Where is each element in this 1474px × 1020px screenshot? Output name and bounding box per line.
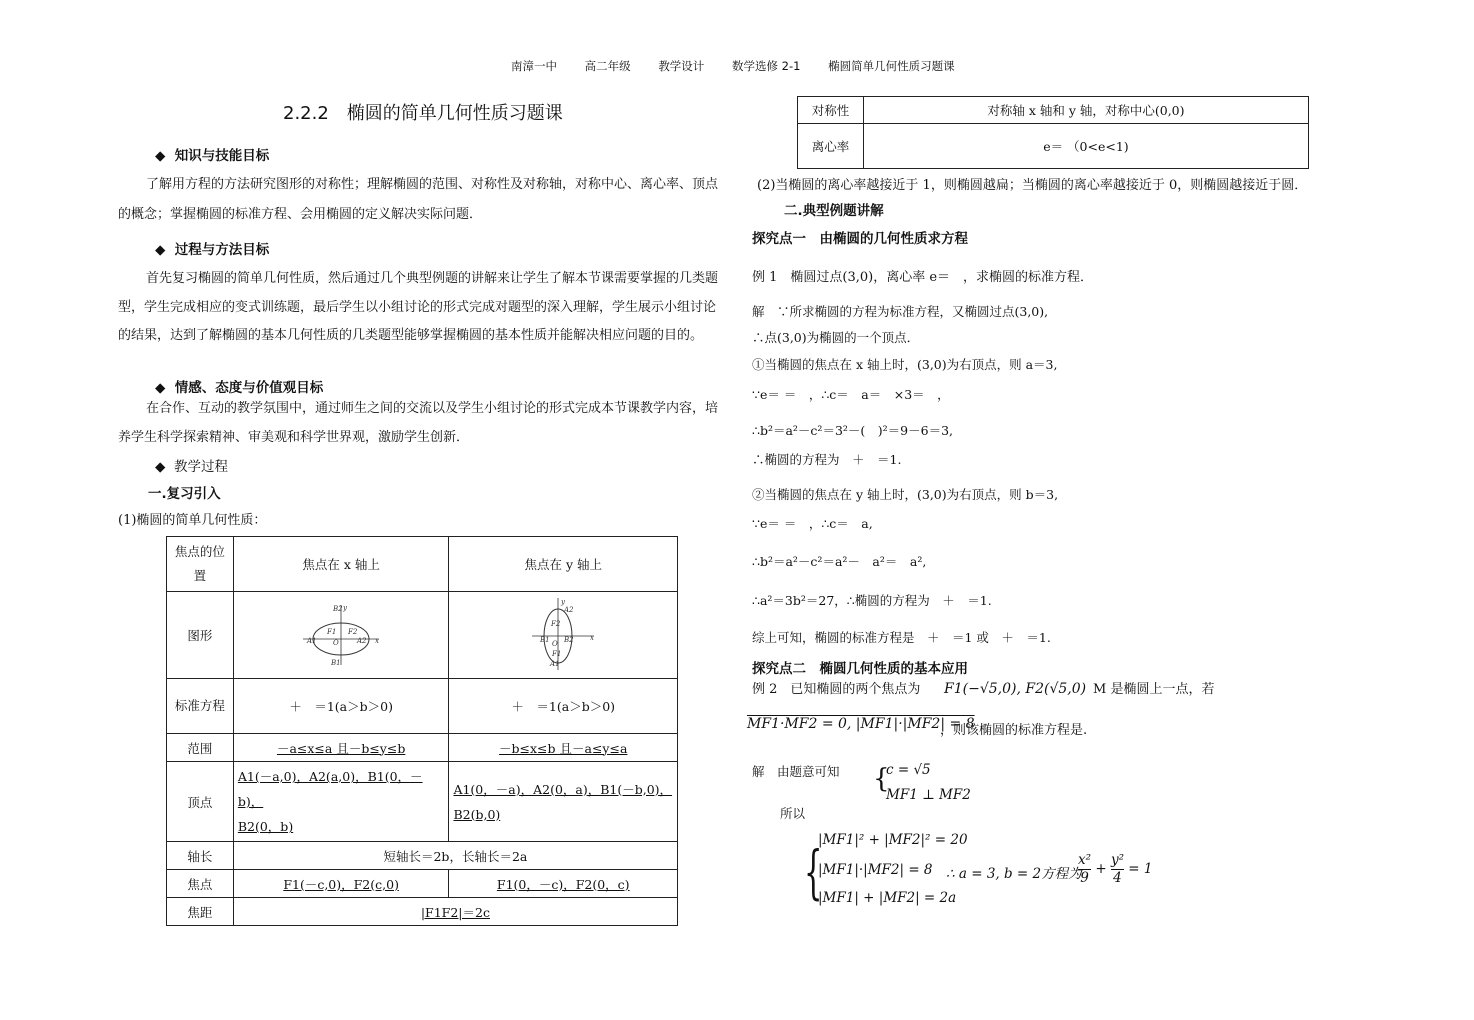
example2-foci: F1(−√5,0), F2(√5,0)	[944, 681, 1087, 697]
sol1-line10: 综上可知，椭圆的标准方程是 ＋ ＝1 或 ＋ ＝1.	[752, 630, 1051, 645]
sol1-line6: ②当椭圆的焦点在 y 轴上时，(3,0)为右顶点，则 b＝3,	[752, 487, 1059, 502]
sol2-so: 所以	[780, 806, 806, 821]
sol1-line7: ∵e＝ ＝ ，∴c＝ a,	[752, 516, 873, 531]
ellipse-x-graph	[299, 601, 383, 667]
cell-vertex-label: 顶点	[167, 762, 234, 842]
cell-focal-distance-value: |F1F2|＝2c	[233, 898, 677, 926]
sol1-line9: ∴a²＝3b²＝27，∴椭圆的方程为 ＋ ＝1.	[752, 593, 992, 608]
knowledge-text: 了解用方程的方法研究图形的对称性；理解椭圆的范围、对称性及对称轴，对称中心、离心率、顶点的概念；掌握椭圆的标准方程、会用椭圆的定义解决实际问题．	[118, 177, 719, 222]
figure-label: A1	[307, 636, 317, 645]
sol2-heading: 解 由题意可知	[752, 764, 840, 779]
cell-focus-x: 焦点在 x 轴上	[233, 537, 449, 592]
ellipse-y-figure	[449, 592, 678, 679]
sol2-sys1-line1: MF1 ⊥ MF2	[886, 787, 971, 803]
example2-c: ，则该椭圆的标准方程是.	[940, 723, 1088, 738]
sol1-line4: ∴b²＝a²－c²＝3²－( )²＝9－6＝3,	[752, 423, 954, 438]
cell-axis-label: 轴长	[167, 842, 234, 870]
emotion-text: 在合作、互动的教学氛围中，通过师生之间的交流以及学生小组讨论的形式完成本节课教学内容，培养学生科学探索精神、审美观和科学世界观，激励学生创新．	[118, 401, 719, 445]
point2-heading: 探究点二 椭圆几何性质的基本应用	[752, 661, 968, 677]
figure-label: B1	[331, 658, 341, 667]
example2-a: 例 2 已知椭圆的两个焦点为	[752, 682, 921, 697]
sol2-brace2: {	[804, 838, 823, 906]
header-book: 数学选修 2-1	[731, 59, 801, 73]
sol2-sys2-line2: |MF1| + |MF2| = 2a	[818, 890, 957, 906]
example2-b: M 是椭圆上一点，若	[1093, 682, 1215, 697]
sol1-line5: ∴椭圆的方程为 ＋ ＝1.	[752, 452, 902, 467]
cell-focal-distance-label: 焦距	[167, 898, 234, 926]
figure-label: A2	[564, 605, 574, 614]
sol1-line3: ∵e＝ ＝ ，∴c＝ a＝ ×3＝ ，	[752, 387, 950, 402]
eccentricity-value: e＝ （0<e<1)	[863, 124, 1308, 169]
figure-label: F2	[551, 619, 561, 628]
sol1-line0: 解 ∵所求椭圆的方程为标准方程，又椭圆过点(3,0),	[752, 304, 1049, 319]
sol1-line8: ∴b²＝a²－c²＝a²－ a²＝ a²,	[752, 554, 927, 569]
point1-heading: 探究点一 由椭圆的几何性质求方程	[752, 231, 968, 247]
sol2-result: ∴ a = 3, b = 2方程为	[946, 866, 1082, 882]
process-heading: ◆ 过程与方法目标	[155, 242, 270, 258]
cell-graph-label: 图形	[167, 592, 234, 679]
cell-vertex-y: A1(0，－a)，A2(0，a)，B1(－b,0)， B2(b,0)	[449, 762, 678, 842]
example2-condition: MF1·MF2 = 0, |MF1|·|MF2| = 8	[747, 716, 975, 732]
page-header	[511, 58, 979, 74]
figure-label: B2	[333, 604, 343, 613]
review-intro: (1)椭圆的简单几何性质：	[118, 513, 267, 528]
example1: 例 1 椭圆过点(3,0)，离心率 e＝ ，求椭圆的标准方程．	[752, 270, 1094, 285]
cell-range-y: －b≤x≤b 且－a≤y≤a	[449, 734, 678, 762]
figure-label: F1	[327, 627, 337, 636]
cell-vertex-x: A1(－a,0)，A2(a,0)，B1(0，－b)， B2(0，b)	[233, 762, 449, 842]
ellipse-y-graph	[528, 596, 598, 672]
cell-focus-label: 焦点	[167, 870, 234, 898]
procedure-heading: ◆ 教学过程	[155, 459, 228, 475]
cell-range-label: 范围	[167, 734, 234, 762]
knowledge-heading: ◆ 知识与技能目标	[155, 148, 270, 164]
figure-label: y	[561, 597, 566, 606]
figure-label: O	[552, 639, 558, 648]
header-grade: 高二年级	[584, 59, 631, 73]
cell-eq-y: ＋ ＝1(a＞b＞0)	[449, 679, 678, 734]
cell-axis-value: 短轴长＝2b，长轴长＝2a	[233, 842, 677, 870]
sol2-sys1-line0: c = √5	[886, 762, 931, 778]
ellipse-x-figure	[233, 592, 449, 679]
header-school: 南漳一中	[511, 59, 557, 73]
figure-label: y	[343, 603, 348, 612]
cell-focus-y: 焦点在 y 轴上	[449, 537, 678, 592]
header-type: 教学设计	[658, 59, 705, 73]
figure-label: B1	[540, 635, 550, 644]
figure-label: O	[333, 638, 339, 647]
cell-eq-label: 标准方程	[167, 679, 234, 734]
cell-focus-y-value: F1(0，－c)，F2(0，c)	[449, 870, 678, 898]
cell-eq-x: ＋ ＝1(a＞b＞0)	[233, 679, 449, 734]
header-topic: 椭圆简单几何性质习题课	[828, 59, 955, 73]
sol2-sys2-line1: |MF1|·|MF2| = 8	[818, 862, 933, 878]
section2-heading: 二.典型例题讲解	[784, 203, 884, 219]
eccentricity-label: 离心率	[798, 124, 864, 169]
sol2-final-equation: $\frac{\text{x²}}{9}$ + $\frac{\text{y²}}{4}$ = 1	[1078, 852, 1153, 886]
cell-focus-position: 焦点的位置	[167, 537, 234, 592]
symmetry-table	[797, 96, 1309, 169]
figure-label: A1	[550, 659, 560, 668]
sol2-brace1: {	[873, 764, 890, 794]
cell-range-x: －a≤x≤a 且－b≤y≤b	[233, 734, 449, 762]
properties-table	[166, 536, 678, 926]
figure-label: x	[375, 636, 380, 645]
eccentricity-note: (2)当椭圆的离心率越接近于 1，则椭圆越扁；当椭圆的离心率越接近于 0，则椭圆越接近于圆．	[757, 178, 1308, 193]
figure-label: F1	[552, 649, 562, 658]
figure-label: A2	[357, 636, 367, 645]
sol1-line2: ①当椭圆的焦点在 x 轴上时，(3,0)为右顶点，则 a＝3,	[752, 357, 1058, 372]
figure-label: B2	[564, 635, 574, 644]
cell-focus-x-value: F1(－c,0)，F2(c,0)	[233, 870, 449, 898]
figure-label: x	[590, 633, 595, 642]
sol1-line1: ∴点(3,0)为椭圆的一个顶点．	[752, 330, 920, 345]
emotion-heading: ◆ 情感、态度与价值观目标	[155, 380, 324, 396]
page-title: 2.2.2 椭圆的简单几何性质习题课	[283, 103, 563, 124]
symmetry-label: 对称性	[798, 97, 864, 124]
process-text: 首先复习椭圆的简单几何性质，然后通过几个典型例题的讲解来让学生了解本节课需要掌握的几类题型，学生完成相应的变式训练题，最后学生以小组讨论的形式完成对题型的深入理解，学生展示小组讨论的结果，达到了解椭圆的基本几何性质的几类题型能够掌握椭圆的基本性质并能解决相应问题的目的。	[118, 271, 719, 343]
symmetry-value: 对称轴 x 轴和 y 轴，对称中心(0,0)	[863, 97, 1308, 124]
figure-label: F2	[348, 627, 358, 636]
sol2-sys2-line0: |MF1|² + |MF2|² = 20	[818, 832, 968, 848]
review-heading: 一.复习引入	[148, 486, 221, 502]
